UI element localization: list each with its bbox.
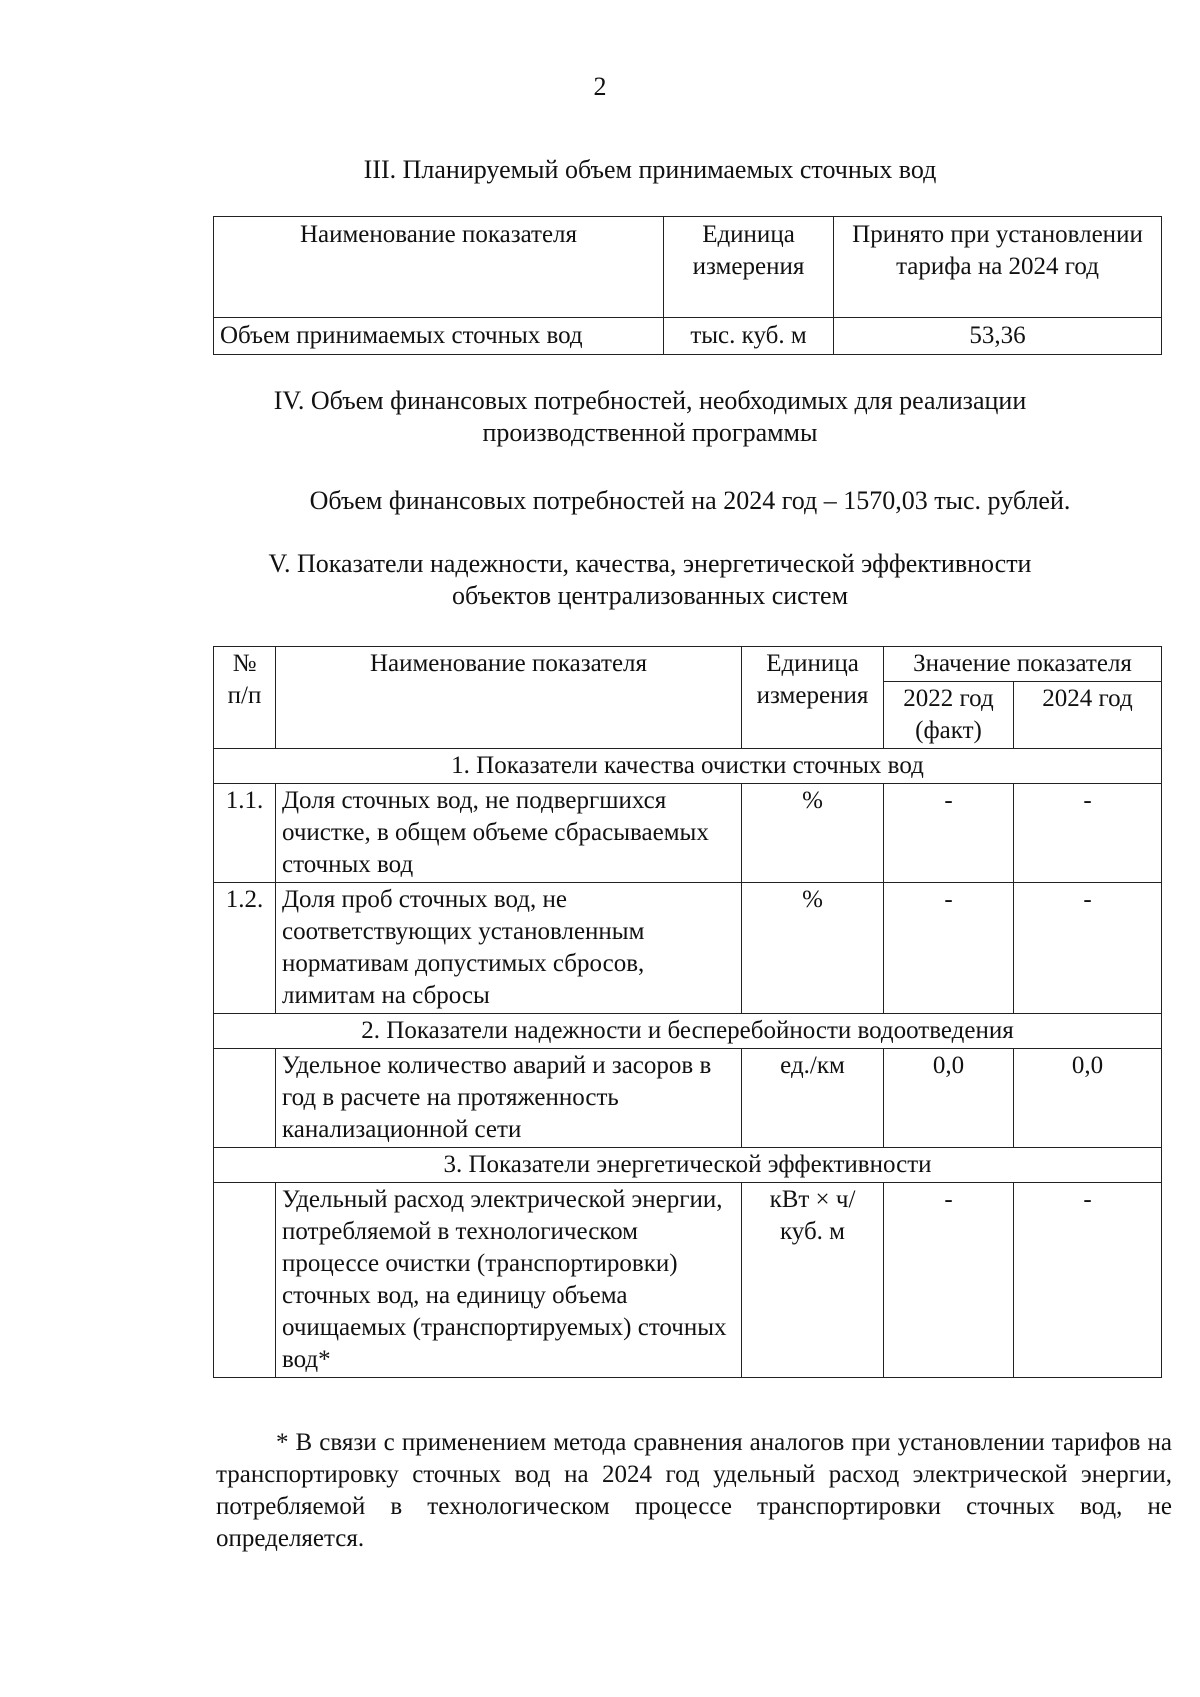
table-cell: % [742,784,884,883]
header-cell: 2022 год (факт) [884,682,1014,749]
header-cell: Единица измерения [664,217,834,318]
table-cell: - [1014,1183,1162,1378]
table-group-row [214,1014,1162,1049]
table-header-row [214,217,1162,318]
table-row [214,784,1162,883]
table-group-row [214,749,1162,784]
table-cell: тыс. куб. м [664,318,834,355]
section5-title [150,548,1150,612]
section5-title-line: объектов централизованных систем [451,581,849,610]
table-cell: ед./км [742,1049,884,1148]
group-heading: 1. Показатели качества очистки сточных вод [214,749,1162,784]
table-cell: % [742,883,884,1014]
section5-title-line: V. Показатели надежности, качества, энергетической эффективности [268,549,1032,578]
header-cell: Принято при установлении тарифа на 2024 год [834,217,1162,318]
header-cell: Единица измерения [742,647,884,749]
table-cell: Доля сточных вод, не подвергшихся очистке, в общем объеме сбрасываемых сточных вод [276,784,742,883]
header-cell: Наименование показателя [276,647,742,749]
section5-table [213,646,1162,1378]
section3-table [213,216,1162,355]
table-cell: - [884,784,1014,883]
table-cell [214,1049,276,1148]
header-cell: 2024 год [1014,682,1162,749]
section4-title [150,385,1150,449]
section4-title-line: производственной программы [482,418,818,447]
table-cell: Объем принимаемых сточных вод [214,318,664,355]
page-number: 2 [593,72,607,101]
table-cell: - [1014,784,1162,883]
section3-title: III. Планируемый объем принимаемых сточных вод [363,155,937,184]
table-cell: 53,36 [834,318,1162,355]
table-cell: - [884,1183,1014,1378]
table-row [214,1183,1162,1378]
table-cell: 1.1. [214,784,276,883]
table-row [214,1049,1162,1148]
table-cell: 0,0 [1014,1049,1162,1148]
table-row [214,318,1162,355]
footnote-text: * В связи с применением метода сравнения аналогов при установлении тарифов на транспортировку сточных вод на 2024 год удельный расход электрической энергии, потребляемой в технологическом процессе транспортировки сточных вод, не определяется. [216,1429,1172,1552]
table-cell: кВт × ч/ куб. м [742,1183,884,1378]
table-cell: - [1014,883,1162,1014]
table-cell: Доля проб сточных вод, не соответствующих установленным нормативам допустимых сбросов, лимитам на сбросы [276,883,742,1014]
header-cell: Значение показателя [884,647,1162,682]
group-heading: 2. Показатели надежности и бесперебойности водоотведения [214,1014,1162,1049]
table-row [214,883,1162,1014]
footnote [216,1427,1172,1555]
section4-title-line: IV. Объем финансовых потребностей, необходимых для реализации [273,386,1027,415]
table-cell [214,1183,276,1378]
table-cell: Удельное количество аварий и засоров в год в расчете на протяженность канализационной сети [276,1049,742,1148]
group-heading: 3. Показатели энергетической эффективности [214,1148,1162,1183]
table-cell: 1.2. [214,883,276,1014]
financial-needs-text: Объем финансовых потребностей на 2024 год – 1570,03 тыс. рублей. [309,486,1071,515]
header-cell: Наименование показателя [214,217,664,318]
table-cell: 0,0 [884,1049,1014,1148]
table-group-row [214,1148,1162,1183]
table-cell: Удельный расход электрической энергии, потребляемой в технологическом процессе очистки (транспортировки) сточных вод, на единицу объема очищаемых (транспортируемых) сточных вод* [276,1183,742,1378]
table-header-row [214,647,1162,682]
header-cell: № п/п [214,647,276,749]
table-cell: - [884,883,1014,1014]
